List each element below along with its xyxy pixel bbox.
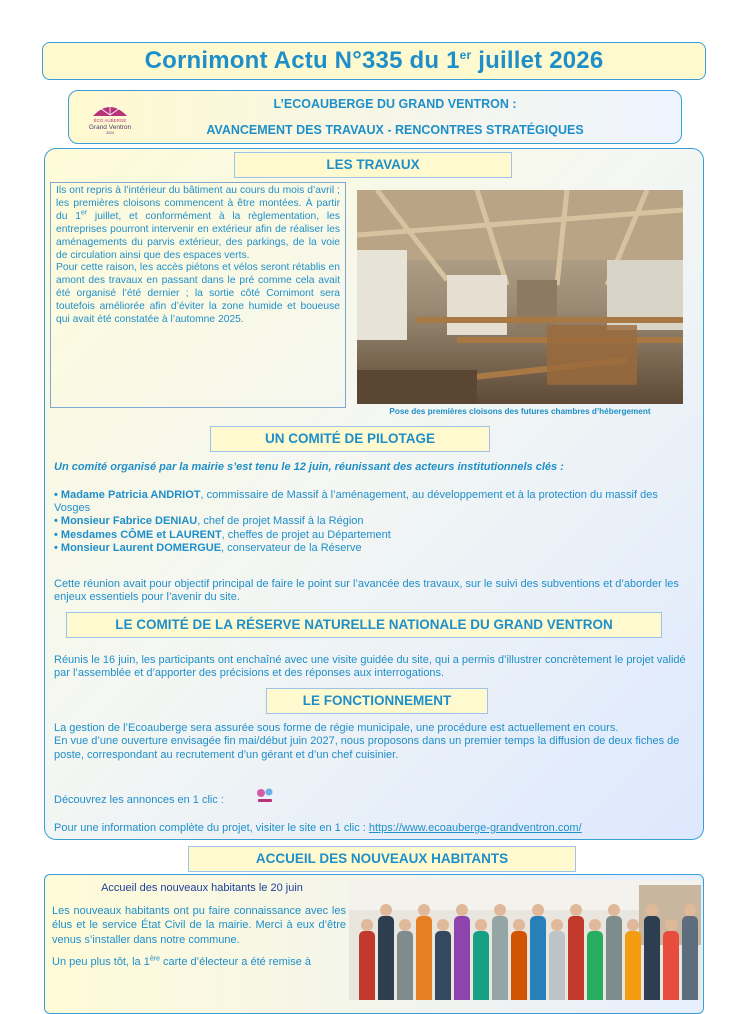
title-main: Cornimont Actu N°335 du 1	[144, 47, 460, 74]
heading-comite: UN COMITÉ DE PILOTAGE	[210, 426, 490, 452]
subheader-line-1: L’ECOAUBERGE DU GRAND VENTRON :	[273, 97, 517, 111]
member-item: • Monsieur Laurent DOMERGUE, conservateur de la Réserve	[54, 541, 362, 554]
fonctionnement-text	[54, 722, 694, 762]
svg-text:ÉCO AUBERGE: ÉCO AUBERGE	[93, 118, 127, 123]
comite-members	[54, 489, 694, 555]
accueil-paragraph-2: Un peu plus tôt, la 1ère carte d’électeur a été remise à	[52, 955, 311, 969]
ecoauberge-subheader	[68, 90, 682, 144]
job-offers-icon[interactable]	[254, 786, 276, 806]
heading-fonctionnement: LE FONCTIONNEMENT	[266, 688, 488, 714]
reserve-text: Réunis le 16 juin, les participants ont enchaîné avec une visite guidée du site, qui a permis d’illustrer concrètement le projet validé par l’assemblée et d’apporter des précisions et des réponses aux interrogations.	[54, 654, 686, 680]
accueil-paragraph-1: Les nouveaux habitants ont pu faire connaissance avec les élus et le service État Civil de la mairie. Merci à eux d’être venus s’installer dans notre commune.	[52, 905, 346, 946]
member-item: • Madame Patricia ANDRIOT, commissaire de Massif à l’aménagement, au développement et à la protection du massif des Vosges	[54, 489, 658, 515]
newsletter-title-box	[42, 42, 706, 80]
comite-intro: Un comité organisé par la mairie s’est tenu le 12 juin, réunissant des acteurs institutionnels clés :	[54, 461, 564, 473]
fonctionnement-paragraph-2: En vue d’une ouverture envisagée fin mai/début juin 2027, nous proposons dans un premier temps la diffusion de deux fiches de poste, correspondant au recrutement d’un gérant et d’un chef cuisinier.	[54, 735, 680, 761]
annonces-label: Découvrez les annonces en 1 clic :	[54, 794, 224, 806]
subheader-line-2: AVANCEMENT DES TRAVAUX - RENCONTRES STRATÉGIQUES	[206, 123, 584, 137]
title-end: juillet 2026	[471, 47, 604, 74]
construction-photo	[357, 190, 683, 404]
construction-photo-caption: Pose des premières cloisons des futures chambres d’hébergement	[389, 407, 651, 416]
travaux-paragraph-2: Pour cette raison, les accès piétons et vélos seront rétablis en amont des travaux en passant dans le pré comme cela avait été organisé l’été dernier ; la sortie côté Cornimont sera toutefois améliorée afin d’éviter la zone humide et boueuse qui avait été constatée à l’automne 2025.	[56, 262, 340, 326]
heading-travaux: LES TRAVAUX	[234, 152, 512, 178]
svg-text:Grand Ventron: Grand Ventron	[88, 124, 132, 131]
site-line: Pour une information complète du projet, visiter le site en 1 clic : https://www.ecoauberge-grandventron.com/	[54, 822, 582, 834]
newsletter-title	[43, 43, 705, 79]
heading-reserve: LE COMITÉ DE LA RÉSERVE NATURELLE NATIONALE DU GRAND VENTRON	[66, 612, 662, 638]
ecoauberge-site-link[interactable]: https://www.ecoauberge-grandventron.com/	[368, 822, 582, 834]
accueil-subtitle: Accueil des nouveaux habitants le 20 juin	[101, 882, 303, 894]
accueil-text	[52, 904, 346, 978]
travaux-text-box	[50, 182, 346, 408]
fonctionnement-paragraph-1: La gestion de l’Ecoauberge sera assurée sous forme de régie municipale, une procédure est actuellement en cours.	[54, 722, 619, 734]
member-item: • Mesdames CÔME et LAURENT, cheffes de projet au Département	[54, 528, 391, 541]
group-photo	[349, 880, 701, 1000]
heading-accueil: ACCUEIL DES NOUVEAUX HABITANTS	[188, 846, 576, 872]
svg-text:2024: 2024	[106, 131, 114, 135]
member-item: • Monsieur Fabrice DENIAU, chef de projet Massif à la Région	[54, 515, 364, 528]
comite-goal: Cette réunion avait pour objectif principal de faire le point sur l’avancée des travaux, sur le suivi des subventions et d’aborder les enjeux essentiels pour l’avenir du site.	[54, 578, 679, 604]
title-sup: er	[459, 48, 472, 62]
travaux-paragraph-1: Ils ont repris à l’intérieur du bâtiment au cours du mois d’avril ; les premières cloisons commencent à être montées. À partir du 1er juillet, et conformément à la règlementation, les entreprises pourront intervenir en extérieur afin de réaliser les aménagements du parvis extérieur, des parkings, de la voie de circulation ainsi que des espaces verts.	[56, 185, 340, 261]
